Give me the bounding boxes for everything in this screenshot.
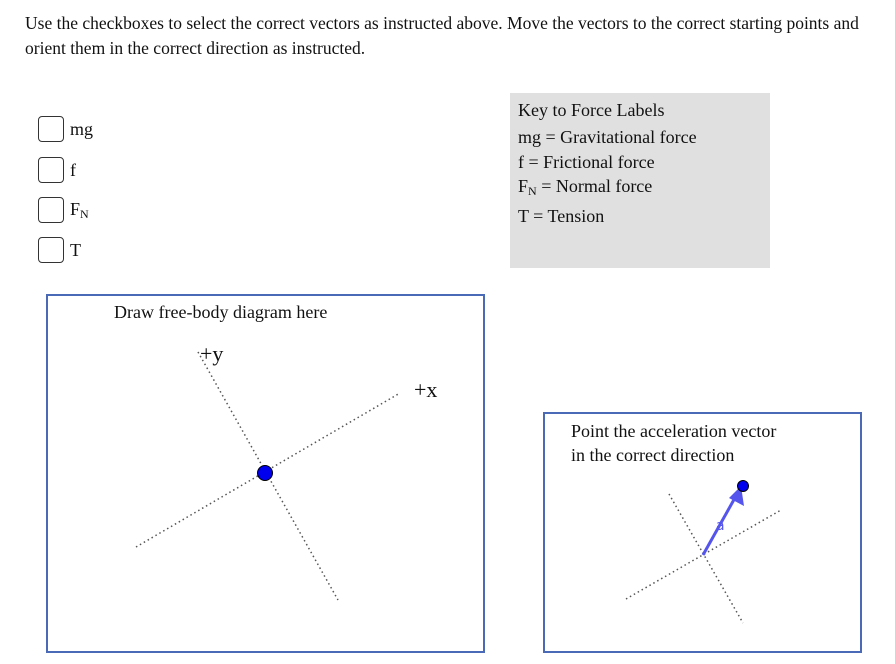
acc-title-line1: Point the acceleration vector <box>571 421 777 441</box>
force-label-key <box>510 93 770 268</box>
checkbox-label: mg <box>70 118 94 139</box>
acceleration-panel[interactable] <box>543 412 862 653</box>
vector-handle[interactable] <box>738 481 749 492</box>
key-title: Key to Force Labels <box>518 100 665 120</box>
checkbox-label: f <box>70 159 76 180</box>
fbd-canvas[interactable] <box>48 296 483 651</box>
object-point[interactable] <box>258 466 273 481</box>
checkbox-label: T <box>70 239 81 260</box>
checkbox-box[interactable] <box>38 157 64 183</box>
x-axis-label: +x <box>414 377 438 402</box>
checkbox-label <box>70 199 89 222</box>
fn-text: = Normal force <box>536 176 653 196</box>
key-line-fn <box>518 174 762 203</box>
key-line-f: f = Frictional force <box>518 152 655 172</box>
fbd-title: Draw free-body diagram here <box>114 302 328 322</box>
checkbox-t[interactable] <box>38 237 81 263</box>
checkbox-fn[interactable] <box>38 197 89 223</box>
fn-sub: N <box>528 184 537 198</box>
label-main: F <box>70 198 81 219</box>
acc-title-line2: in the correct direction <box>571 445 735 465</box>
key-line-mg: mg = Gravitational force <box>518 126 697 147</box>
instructions: Use the checkboxes to select the correct vectors as instructed above. Move the vectors to the correct starting points and orient them in the correct direction as instructed. <box>25 13 859 58</box>
vector-label: a <box>716 518 725 534</box>
y-axis <box>669 494 743 623</box>
key-line-t: T = Tension <box>518 206 605 226</box>
y-axis-label: +y <box>200 341 224 366</box>
fn-symbol: F <box>518 176 529 196</box>
checkbox-mg[interactable] <box>38 116 93 142</box>
checkbox-f[interactable] <box>38 157 76 183</box>
label-sub: N <box>80 206 89 221</box>
checkbox-box[interactable] <box>38 116 64 142</box>
free-body-diagram-panel[interactable] <box>46 294 485 653</box>
checkbox-box[interactable] <box>38 197 64 223</box>
checkbox-box[interactable] <box>38 237 64 263</box>
